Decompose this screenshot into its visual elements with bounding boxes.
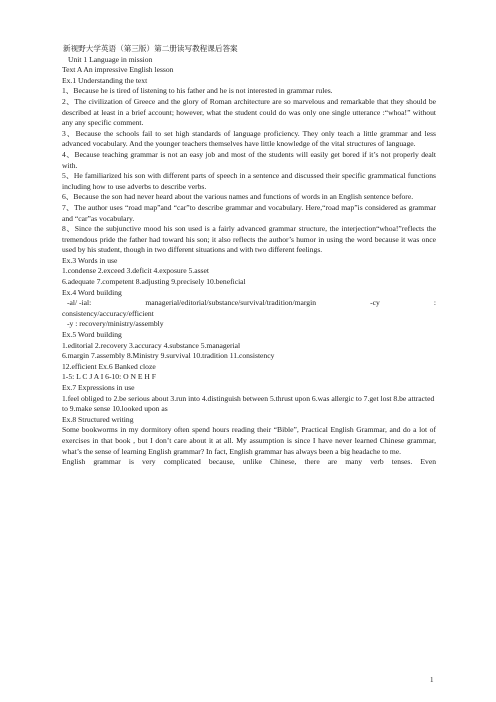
page-number: 1 [430, 676, 434, 684]
page-body [62, 44, 436, 468]
ex4-al-suffix: -al/ -ial: [67, 298, 92, 308]
ex4-al-line [62, 298, 436, 309]
ex1-answer-3: 3、Because the schools fail to set high standards of language proficiency. They only teach a little grammar and less advanced vocabulary. And the younger teachers themselves have little knowledge of the vital structures of language. [62, 128, 436, 149]
ex5-line-2: 6.margin 7.assembly 8.Ministry 9.survival 10.tradition 11.consistency [62, 351, 275, 361]
ex6-answers: 1-5: L C J A I 6-10: O N E H F [62, 372, 157, 382]
ex1-answer-8: 8、Since the subjunctive mood his son used is a fairly advanced grammar structure, the interjection“whoa!”reflects the tremendous pride the father had toward his son; it also reflects the author’s humor in using the word because it was once used by his student, though in two different situations and with two different feelings. [62, 224, 436, 255]
ex5-line-3: 12.efficient Ex.6 Banked cloze [62, 361, 156, 371]
ex3-line-2: 6.adequate 7.competent 8.adjusting 9.precisely 10.beneficial [62, 277, 246, 287]
ex5-line-1: 1.editorial 2.recovery 3.accuracy 4.substance 5.managerial [62, 340, 241, 350]
ex8-paragraph-1: Some bookworms in my dormitory often spend hours reading their “Bible”, Practical English Grammar, and do a lot of exercises in that book , but I don’t care about it at all. My assumption is since I have never learned Chinese grammar, what’s the sense of learning English grammar? In fact, English grammar has always been a big headache to me. [62, 425, 436, 456]
ex1-answer-4: 4、Because teaching grammar is not an easy job and most of the students will easily get bored if it’s not properly dealt with. [62, 149, 436, 170]
unit-heading: Unit 1 Language in mission [68, 54, 153, 64]
ex1-heading: Ex.1 Understanding the text [62, 75, 148, 85]
ex1-answer-7: 7、The author uses “road map”and “car”to describe grammar and vocabulary. Here,“road map”is considered as grammar and “car”as vocabulary. [62, 202, 436, 223]
ex4-cy-words: consistency/accuracy/efficient [62, 308, 154, 318]
ex4-cy-suffix: -cy [370, 298, 380, 308]
ex5-heading: Ex.5 Word building [62, 330, 122, 340]
ex1-answer-5: 5、He familiarized his son with different parts of speech in a sentence and discussed their specific grammatical functions including how to use adverbs to describe verbs. [62, 171, 436, 191]
ex8-paragraph-2: English grammar is very complicated because, unlike Chinese, there are many verb tenses. Even [62, 457, 436, 467]
ex4-cy-colon: : [433, 298, 436, 308]
ex3-heading: Ex.3 Words in use [62, 255, 118, 265]
ex4-y-line: -y : recovery/ministry/assembly [67, 319, 164, 329]
ex4-heading: Ex.4 Word building [62, 287, 122, 297]
ex1-answer-1: 1、Because he is tired of listening to his father and he is not interested in grammar rules. [62, 86, 333, 96]
ex7-answers: 1.feel obliged to 2.be serious about 3.run into 4.distinguish between 5.thrust upon 6.was allergic to 7.get lost 8.be attracted to 9.make sense 10.looked upon as [62, 393, 435, 414]
document-title: 新视野大学英语（第三版）第二册读写教程课后答案 [63, 44, 238, 53]
ex1-answer-2: 2、The civilization of Greece and the glory of Roman architecture are so marvelous and remarkable that they should be described at least in a brief account; however, what the student could do was only one single utterance :“whoa!” without any any specific comment. [62, 96, 436, 128]
ex8-heading: Ex.8 Structured writing [62, 414, 134, 424]
text-title: Text A An impressive English lesson [62, 65, 174, 75]
ex3-line-1: 1.condense 2.exceed 3.deficit 4.exposure 5.asset [62, 266, 209, 276]
ex7-heading: Ex.7 Expressions in use [62, 383, 135, 392]
ex4-al-words: managerial/editorial/substance/survival/tradition/margin [145, 298, 316, 308]
ex1-answer-6: 6、Because the son had never heard about the various names and functions of words in an English sentence before. [62, 192, 414, 202]
